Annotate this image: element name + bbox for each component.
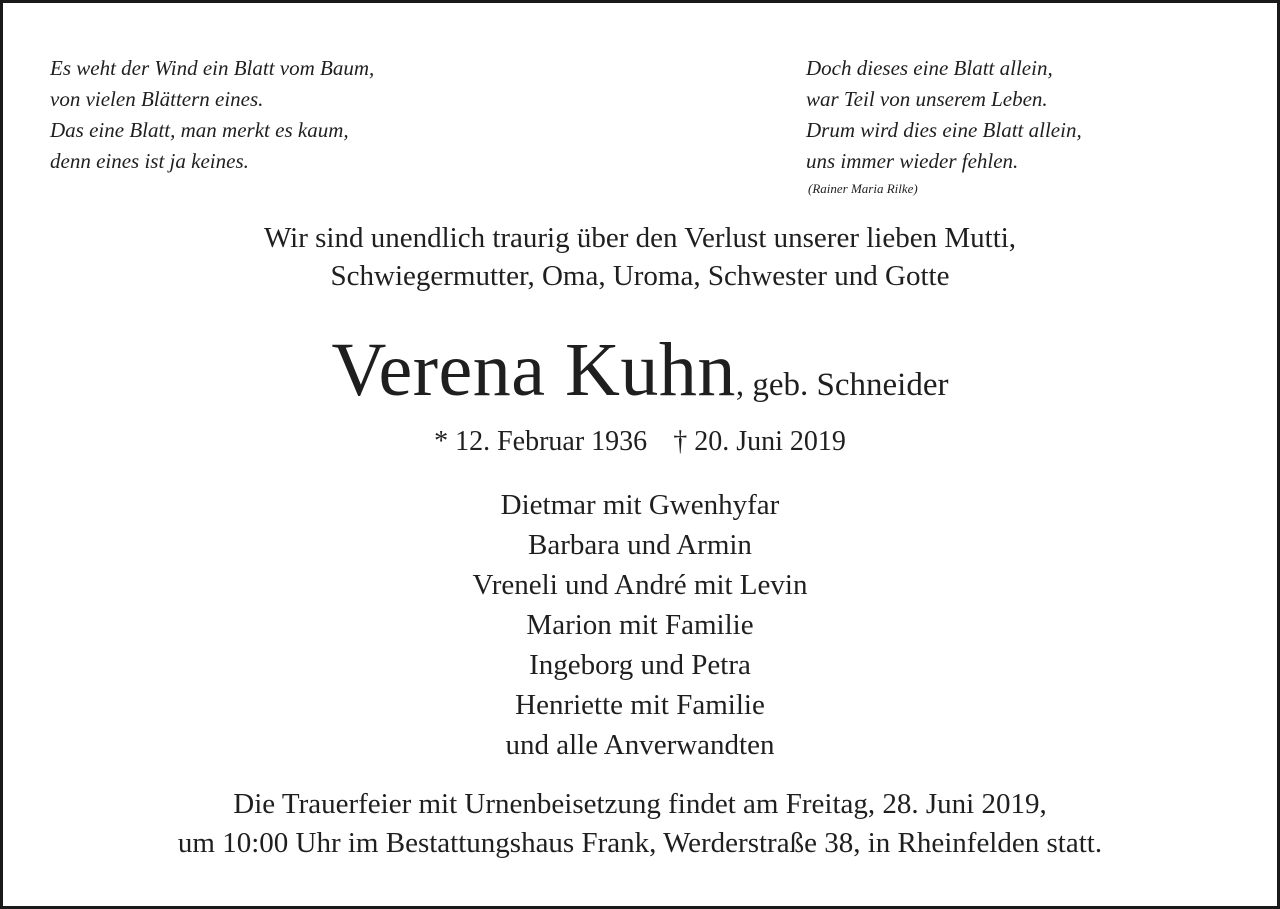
birth-date: * 12. Februar 1936 [434,426,648,457]
maiden-name: , geb. Schneider [735,367,949,403]
list-item: Vreneli und André mit Levin [472,569,808,601]
poem-line: Es weht der Wind ein Blatt vom Baum, [50,56,375,80]
list-item: Dietmar mit Gwenhyfar [500,489,780,521]
poem-attribution: (Rainer Maria Rilke) [808,181,918,196]
service-line: Die Trauerfeier mit Urnenbeisetzung findet am Freitag, 28. Juni 2019, [233,788,1047,820]
service-line: um 10:00 Uhr im Bestattungshaus Frank, Werderstraße 38, in Rheinfelden statt. [177,827,1103,859]
list-item: Marion mit Familie [526,609,754,641]
intro-line: Schwiegermutter, Oma, Uroma, Schwester und Gotte [330,260,950,292]
poem-line: Drum wird dies eine Blatt allein, [806,118,1082,142]
deceased-name: Verena Kuhn [331,328,736,412]
death-date: † 20. Juni 2019 [673,426,846,457]
poem-left [50,53,374,177]
poem-line: uns immer wieder fehlen. [806,149,1019,173]
list-item: Ingeborg und Petra [529,649,751,681]
list-item: Henriette mit Familie [515,689,765,721]
mourners-list [3,485,1277,765]
poem-line: war Teil von unserem Leben. [806,87,1048,111]
poem-line: denn eines ist ja keines. [50,149,249,173]
deceased-name-block [3,325,1277,415]
poem-line: Das eine Blatt, man merkt es kaum, [50,118,349,142]
service-info [3,785,1277,863]
life-dates [3,423,1277,461]
poem-right [806,53,1082,201]
intro-text [3,219,1277,295]
poem-line: von vielen Blättern eines. [50,87,264,111]
list-item: Barbara und Armin [528,529,752,561]
poem-line: Doch dieses eine Blatt allein, [806,56,1053,80]
intro-line: Wir sind unendlich traurig über den Verlust unserer lieben Mutti, [263,222,1017,254]
list-item: und alle Anverwandten [505,729,775,761]
